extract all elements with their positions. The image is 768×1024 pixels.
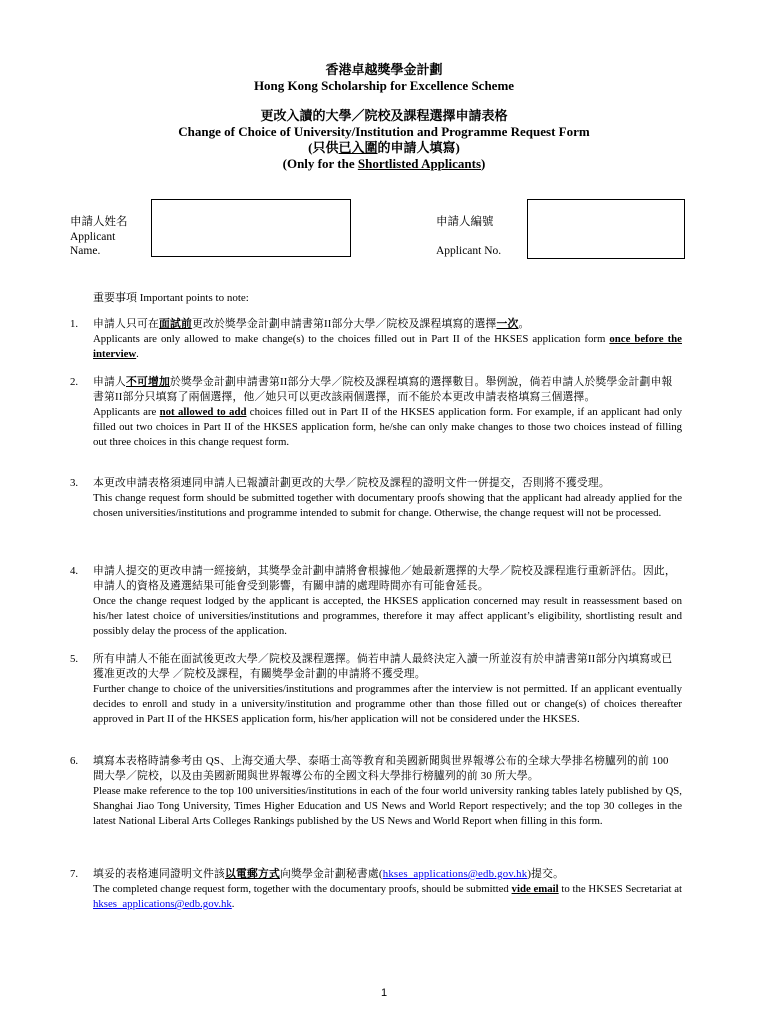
- item-number: 3.: [70, 477, 79, 489]
- scheme-title-en: Hong Kong Scholarship for Excellence Scheme: [253, 78, 515, 93]
- note-7-en: The completed change request form, together with the documentary proofs, should be submitted vide email to the HKSES Secretariat at hkses_applications@edb.gov.hk.: [93, 883, 682, 910]
- item-number: 7.: [70, 868, 79, 880]
- note-2-zh: 申請人不可增加於獎學金計劃申請書第II部分大學／院校及課程填寫的選擇數目。舉例說，倘若申請人於獎學金計劃申報書第II部分只填寫了兩個選擇，他／她只可以更改該兩個選擇，而不能於本更改申請表格填寫三個選擇。: [93, 376, 673, 403]
- applicant-name-label-zh: 申請人姓名: [70, 216, 128, 228]
- item-number: 5.: [70, 653, 79, 665]
- applicant-no-field[interactable]: [527, 199, 685, 259]
- applicant-no-label-zh: 申請人編號: [436, 216, 494, 228]
- shortlisted-note-en: (Only for the Shortlisted Applicants): [282, 156, 486, 171]
- scheme-title-zh: 香港卓越獎學金計劃: [325, 62, 443, 77]
- item-number: 6.: [70, 755, 79, 767]
- note-1-zh: 申請人只可在面試前更改於獎學金計劃申請書第II部分大學／院校及課程填寫的選擇一次。: [93, 318, 530, 330]
- applicant-name-label-en-2: Name.: [70, 245, 101, 257]
- note-4-zh: 申請人提交的更改申請一經接納，其獎學金計劃申請將會根據他／她最新選擇的大學／院校及課程進行重新評估。因此，申請人的資格及遴選結果可能會受到影響，有關申請的處理時間亦有可能會延長。: [93, 565, 676, 592]
- form-title-en: Change of Choice of University/Institution and Programme Request Form: [178, 124, 590, 139]
- item-number: 4.: [70, 565, 79, 577]
- note-1-en: Applicants are only allowed to make change(s) to the choices filled out in Part II of the HKSES application form once before the interview.: [93, 333, 682, 360]
- note-3-en: This change request form should be submitted together with documentary proofs showing that the applicant had already applied for the chosen universities/institutions and programme intended to submit for change. Otherwise, the change request will not be processed.: [93, 492, 682, 519]
- applicant-no-label-en: Applicant No.: [436, 245, 502, 257]
- item-number: 1.: [70, 318, 79, 330]
- applicant-name-label-en-1: Applicant: [70, 231, 116, 243]
- item-number: 2.: [70, 376, 79, 388]
- note-6-zh: 填寫本表格時請參考由 QS、上海交通大學、泰晤士高等教育和美國新聞與世界報導公布的全球大學排名榜臚列的前 100 間大學／院校，以及由美國新聞與世界報導公布的全國文科大學排行榜臚列的前 30 所大學。: [93, 755, 669, 782]
- important-notes-heading: 重要事項 Important points to note:: [93, 292, 249, 304]
- note-3-zh: 本更改申請表格須連同申請人已報讀計劃更改的大學／院校及課程的證明文件一併提交，否則將不獲受理。: [93, 477, 610, 489]
- applicant-name-field[interactable]: [151, 199, 351, 257]
- shortlisted-note-zh: (只供已入圍的申請人填寫): [308, 140, 460, 155]
- note-7-zh: 填妥的表格連同證明文件該以電郵方式向獎學金計劃秘書處(hkses_applications@edb.gov.hk)提交。: [93, 868, 565, 880]
- email-link-zh[interactable]: hkses_applications@edb.gov.hk: [382, 868, 528, 880]
- form-title-zh: 更改入讀的大學／院校及課程選擇申請表格: [260, 108, 508, 123]
- note-2-en: Applicants are not allowed to add choices filled out in Part II of the HKSES application form. For example, if an applicant had only filled out two choices in Part II of the HKSES application form, he/she can only make changes to those two choices instead of filling out three choices in this change request form.: [93, 406, 682, 448]
- note-5-en: Further change to choice of the universities/institutions and programmes after the interview is not permitted. If an applicant eventually decides to enroll and study in a university/institution and programme other than those filled out or change(s) of choices thereafter approved in Part II of the HKSES application form, his/her application will not be considered under the HKSES.: [93, 683, 682, 725]
- note-5-zh: 所有申請人不能在面試後更改大學／院校及課程選擇。倘若申請人最終決定入讀一所並沒有於申請書第II部分內填寫或已獲准更改的大學 ／院校及課程，有關獎學金計劃的申請將不獲受理。: [93, 653, 673, 680]
- email-link-en[interactable]: hkses_applications@edb.gov.hk: [93, 898, 232, 910]
- note-4-en: Once the change request lodged by the applicant is accepted, the HKSES application concerned may result in reassessment based on his/her latest choice of universities/institutions and programmes, therefore it may affect applicant’s eligibility, shortlisting result and possibly delay the process of the application.: [93, 595, 682, 637]
- page-number: 1: [380, 987, 388, 999]
- note-6-en: Please make reference to the top 100 universities/institutions in each of the four world university ranking tables lately published by QS, Shanghai Jiao Tong University, Times Higher Education and US News and World Report respectively; and the top 30 colleges in the latest National Liberal Arts Colleges Rankings published by the US News and World Report when filling in this form.: [93, 785, 682, 827]
